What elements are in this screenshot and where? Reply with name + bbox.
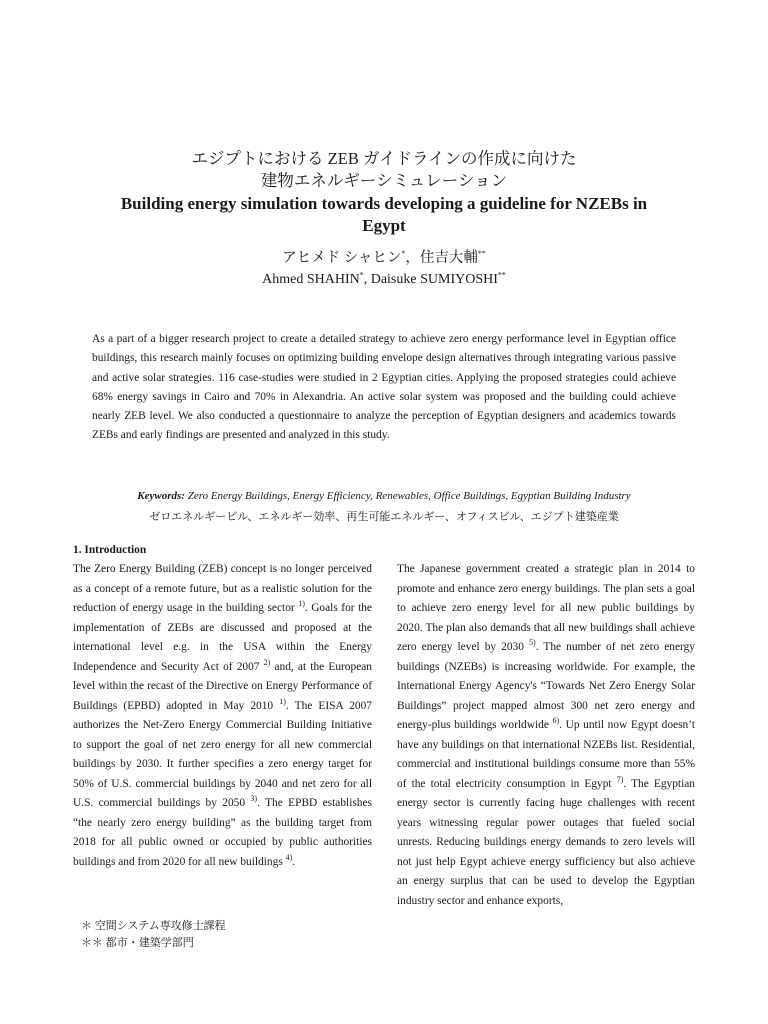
text-run: The Japanese government created a strategic plan in 2014 to promote and enhance zero energy buildings. The plan sets a goal to achieve zero energy level for all new public buildings by 2020. The plan also demands that all new buildings shall achieve zero energy level by 2030 — [397, 563, 695, 653]
author-2-ja: 住吉大輔 — [419, 250, 478, 266]
keywords-label: Keywords: — [137, 490, 185, 502]
title-ja-line-2: 建物エネルギーシミュレーション — [260, 171, 508, 190]
abstract-text: As a part of a bigger research project to create a detailed strategy to achieve zero energy performance level in Egyptian office buildings, this research mainly focuses on optimizing building envelope design alternatives through integrating various passive and active solar strategies. 116 case-studies were studied in 2 Egyptian cities. Applying the proposed strategies could achieve 68% energy savings in Cairo and 70% in Alexandria. An active solar system was proposed and the building could achieve nearly ZEB level. We also conducted a questionnaire to analyze the perception of Egyptian designers and academics towards ZEBs and early findings are presented and analyzed in this study. — [92, 333, 676, 442]
reference-mark: 7) — [616, 774, 624, 784]
footnotes — [81, 918, 371, 952]
author-2-en: Daisuke SUMIYOSHI — [370, 272, 498, 287]
author-separator: , — [363, 272, 371, 287]
text-run: The Zero Energy Building (ZEB) concept is no longer perceived as a concept of a remote future, but as a realistic solution for the reduction of energy usage in the building sector — [73, 563, 372, 614]
affiliation-mark: * — [359, 270, 364, 280]
keywords-english — [0, 487, 768, 506]
affiliation-mark: * — [401, 249, 406, 259]
author-separator: ， — [405, 250, 420, 266]
reference-mark: 1) — [279, 696, 286, 706]
section-heading: 1. Introduction — [73, 544, 147, 556]
reference-mark: 3) — [250, 794, 258, 804]
reference-mark: 6) — [552, 716, 560, 726]
abstract — [92, 330, 676, 446]
right-column — [397, 560, 695, 911]
keywords-japanese: ゼロエネルギービル、エネルギー効率、再生可能エネルギー、オフィスビル、エジプト建築産業 — [149, 511, 619, 523]
affiliation-mark: ** — [497, 270, 506, 280]
affiliation-mark: ** — [477, 249, 486, 259]
title-japanese — [0, 148, 768, 192]
reference-mark: 2) — [263, 657, 271, 667]
authors-english — [0, 270, 768, 290]
title-english: Building energy simulation towards developing a guideline for NZEBs in Egypt — [120, 194, 648, 235]
reference-mark: 4) — [285, 852, 293, 862]
text-run: and, at the European level within the recast of the Directive on Energy Performance of Buildings (EPBD) adopted in May 2010 — [73, 660, 373, 712]
text-run: . The number of net zero energy buildings (NZEBs) is increasing worldwide. For example, the International Energy Agency's “Towards Net Zero Energy Solar Buildings” project mapped almost 300 net zero energy and energy-plus buildings worldwide — [397, 641, 695, 731]
text-run: . The EPBD establishes “the nearly zero energy building” as the building target from 2018 for all public owned or occupied by public authorities buildings and from 2020 for all new buildings — [73, 797, 372, 868]
keywords-list: Zero Energy Buildings, Energy Efficiency, Renewables, Office Buildings, Egyptian Building Industry — [187, 490, 631, 502]
footnote-1: ＊ 空間システム専攻修士課程 — [81, 920, 226, 932]
author-1-ja: アヒメド シャヒン — [282, 250, 402, 266]
text-run: . Up until now Egypt doesn’t have any buildings on that international NZEBs list. Residential, commercial and institutional buildings consume more than 55% of the total electricity consumption in Egypt — [397, 719, 695, 790]
intro-paragraph — [397, 560, 695, 911]
reference-mark: 1) — [298, 599, 305, 609]
intro-paragraph — [73, 560, 372, 872]
footnote-2: ＊＊ 都市・建築学部門 — [81, 937, 194, 949]
text-run: . The Egyptian energy sector is currently facing huge challenges with recent years witnessing regular power outages that fueled social unrests. Reducing buildings energy demands to zero levels will not just help Egypt achieve energy sufficiency but also achieve an energy surplus that can be used to develop the Egyptian industry sector and enhance exports, — [397, 777, 695, 907]
text-run: . The EISA 2007 authorizes the Net-Zero Energy Commercial Building Initiative to support the goal of net zero energy for all new commercial buildings by 2030. It further specifies a zero energy target for 50% of U.S. commercial buildings by 2040 and net zero for all U.S. commercial buildings by 2050 — [73, 699, 372, 809]
authors-japanese — [0, 248, 768, 268]
title-ja-line-1: エジプトにおける ZEB ガイドラインの作成に向けた — [191, 149, 577, 168]
left-column — [73, 560, 372, 872]
text-run: . Goals for the implementation of ZEBs are discussed and proposed at the international level e.g. in the USA within the Energy Independence and Security Act of 2007 — [73, 602, 372, 673]
reference-mark: 5) — [529, 638, 536, 648]
author-1-en: Ahmed SHAHIN — [262, 272, 360, 287]
text-run: . — [292, 855, 296, 868]
